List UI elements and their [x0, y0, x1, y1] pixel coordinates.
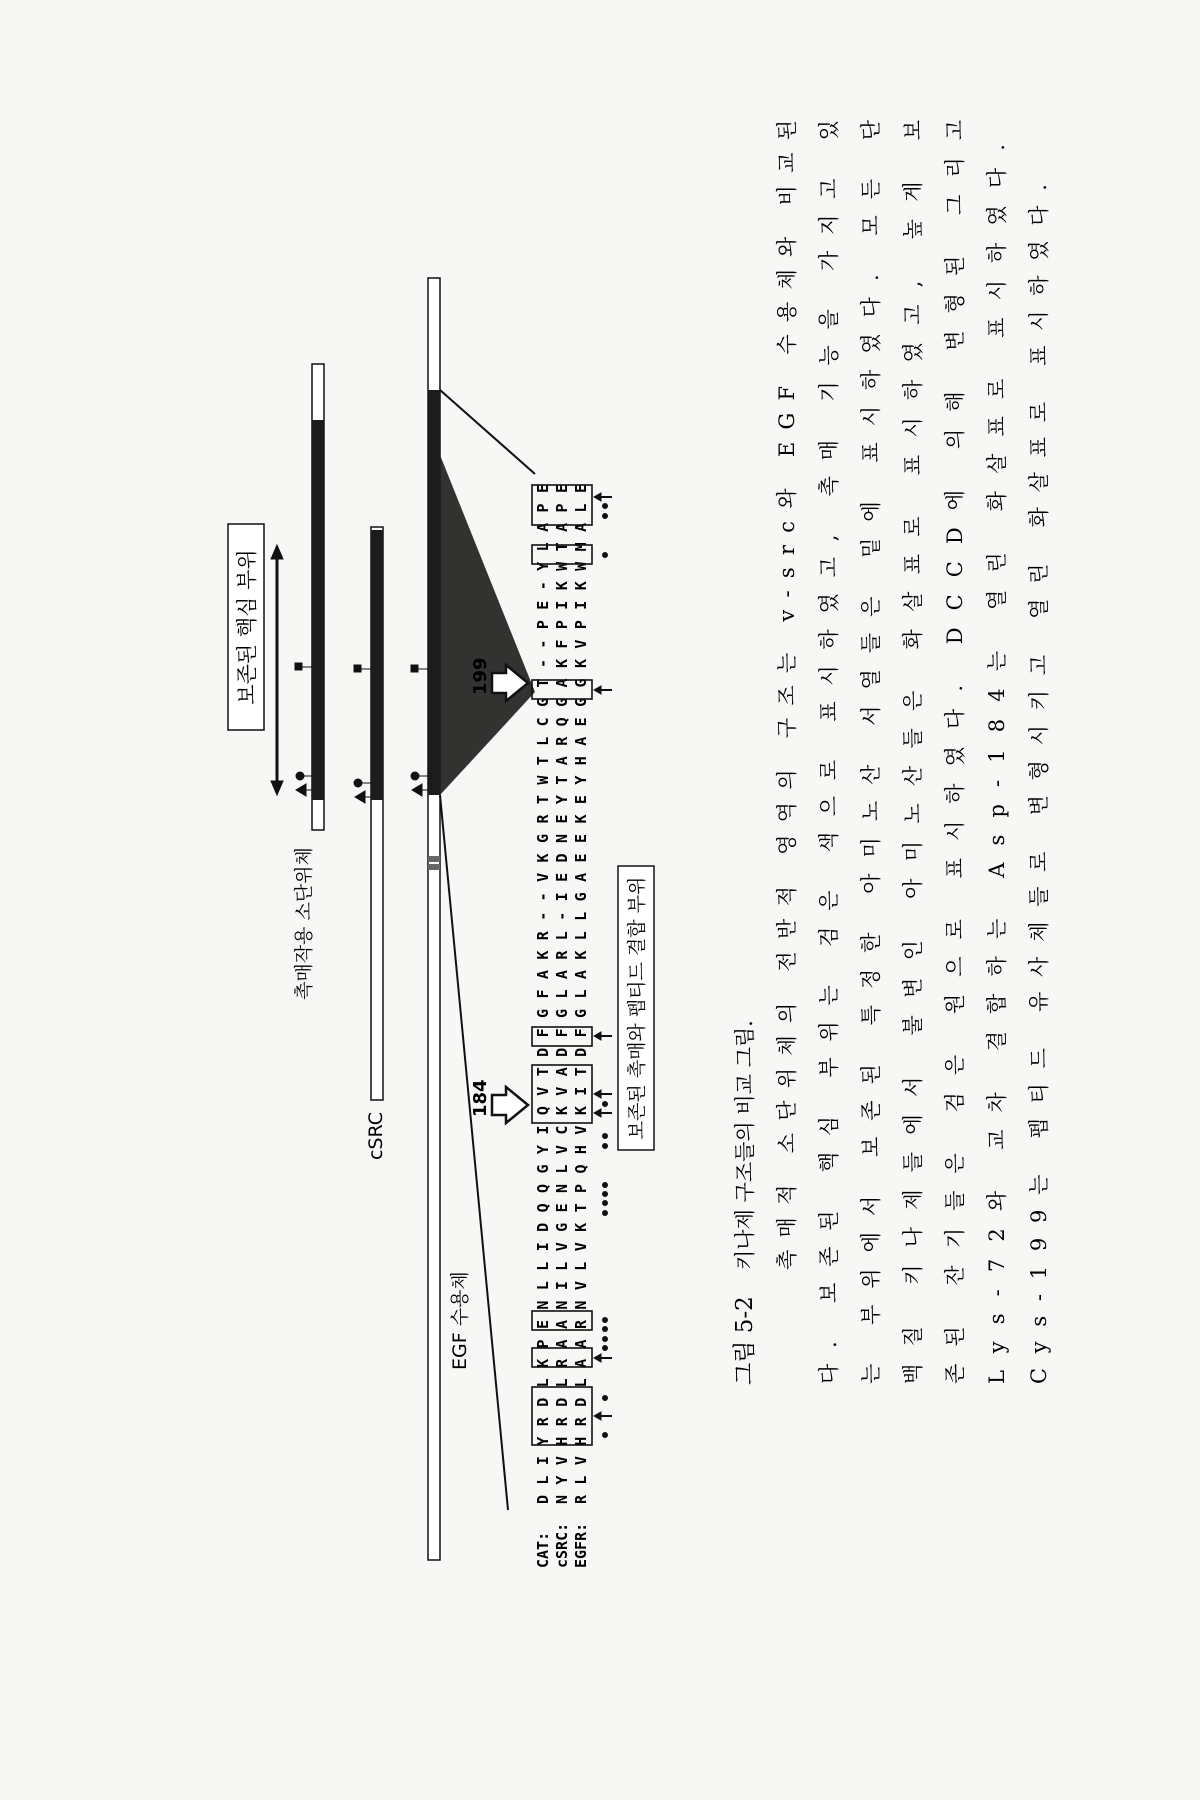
alignment-sequences — [534, 484, 590, 1504]
alignment-name-egfr: EGFR: — [572, 1522, 590, 1568]
alignment-name-cat: CAT: — [534, 1531, 552, 1568]
marker-199-label: 199 — [470, 657, 491, 695]
alignment-names — [534, 1523, 590, 1568]
alignment-seq-csrc: NYVHRDLRAANILVGENLVCKVADFGLARL-IEDNEYTARQGAKFPIKWTAPE — [553, 483, 571, 1504]
caption-line-1: 촉매적 소단위체의 전반적 영역의 구조는 v-src와 EGF 수용체와 비교된 — [775, 119, 799, 1270]
conserved-core-arrow — [271, 545, 283, 795]
peptide-binding-label: 보존된 촉매와 펩티드 결합 부위 — [626, 876, 648, 1140]
egfr-domain-bar — [428, 278, 440, 1560]
conserved-core-label: 보존된 핵심 부위 — [235, 549, 259, 705]
caption-label: 그림 5-2 — [732, 1296, 758, 1385]
caption-title: 키나제 구조들의 비교 그림. — [733, 1020, 757, 1270]
alignment-name-csrc: cSRC: — [553, 1522, 571, 1568]
csrc-domain-bar — [371, 527, 383, 1100]
caption-line-6: Lys-72와 교차 결합하는 Asp-184는 열린 화살표로 표시하였다. — [985, 144, 1009, 1384]
cat-domain-bar — [312, 364, 324, 830]
invariant-residue-arrows — [594, 493, 612, 1420]
egf-receptor-label: EGF 수용체 — [449, 1271, 471, 1370]
marker-184-label: 184 — [470, 1079, 491, 1117]
csrc-label: cSRC — [365, 1111, 387, 1160]
catalytic-subunit-label: 촉매작용 소단위체 — [293, 847, 315, 1000]
caption-line-7: Cys-199는 펩티드 유사체들로 변형시키고 열린 화살표로 표시하였다. — [1027, 183, 1051, 1384]
figure-caption — [732, 119, 1051, 1385]
alignment-seq-cat: DLIYRDLKPENLLIDQQGYIQVTDFGFAKR--VKGRTWTLCGT--PE-YLAPE — [534, 483, 552, 1504]
caption-line-5: 존된 잔기들은 검은 원으로 표시하였다. DCCD에 의해 변형된 그리고 — [943, 120, 967, 1384]
caption-line-4: 백질 키나제들에서 불변인 아미노산들은 화살표로 표시하였고, 높게 보 — [901, 120, 925, 1384]
caption-line-3: 는 부위에서 보존된 특정한 아미노산 서열들은 밑에 표시하였다. 모든 단 — [859, 120, 883, 1384]
caption-line-2: 다. 보존된 핵심 부위는 검은 색으로 표시하였고, 촉매 기능을 가지고 있 — [817, 119, 841, 1384]
conserved-residue-dots — [602, 503, 608, 1438]
alignment-seq-egfr: RLVHRDLAARNVLVKTPQHVKITDFGLAKLLGAEEKEYHAEGGKVPIKWMALE — [572, 483, 590, 1504]
open-arrow-184 — [470, 1079, 528, 1123]
